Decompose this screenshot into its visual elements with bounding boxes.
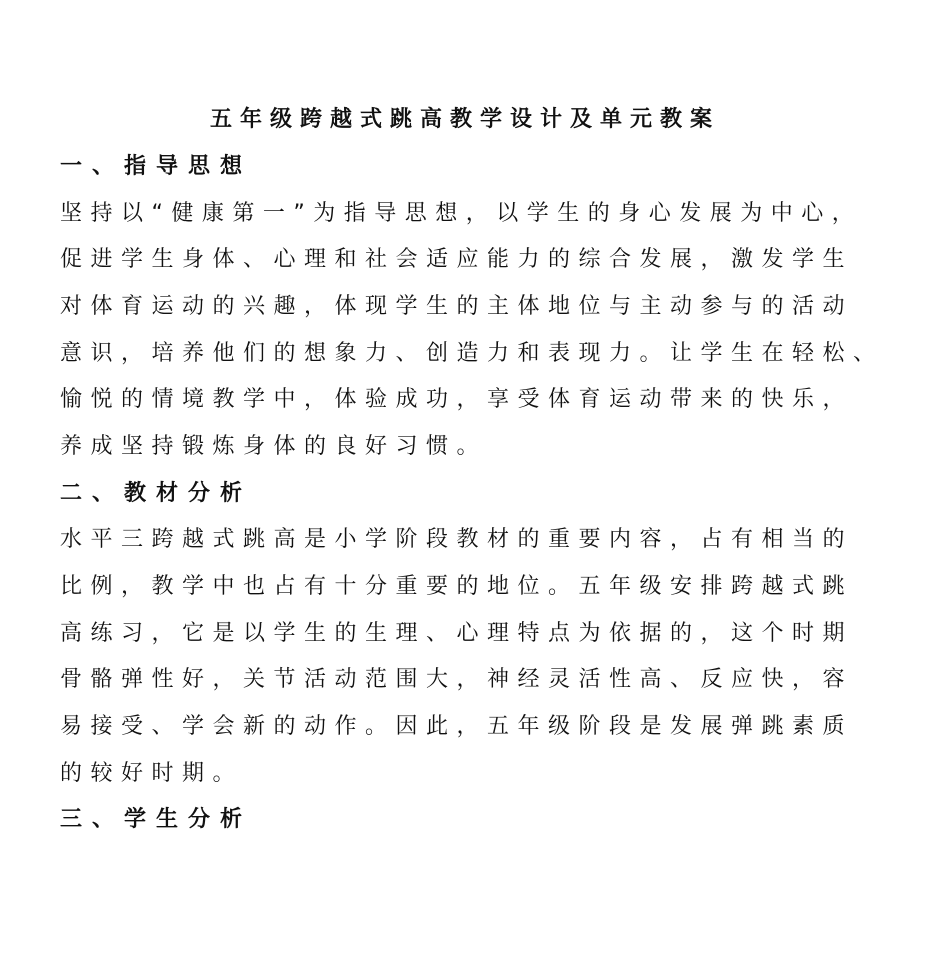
paragraph-line: 愉悦的情境教学中，体验成功，享受体育运动带来的快乐，	[60, 387, 854, 412]
section-heading-student-analysis: 三、学生分析	[60, 807, 253, 832]
paragraph-line: 对体育运动的兴趣，体现学生的主体地位与主动参与的活动	[60, 294, 854, 319]
section-heading-guiding-ideology: 一、指导思想	[60, 154, 253, 179]
paragraph-line: 的较好时期。	[60, 761, 244, 786]
paragraph-line: 坚持以“健康第一”为指导思想，以学生的身心发展为中心，	[60, 201, 863, 226]
paragraph-line: 意识，培养他们的想象力、创造力和表现力。让学生在轻松、	[60, 341, 884, 366]
paragraph-line: 养成坚持锻炼身体的良好习惯。	[60, 434, 488, 459]
paragraph-line: 促进学生身体、心理和社会适应能力的综合发展，激发学生	[60, 247, 854, 272]
document-title: 五年级跨越式跳高教学设计及单元教案	[209, 107, 720, 132]
paragraph-line: 易接受、学会新的动作。因此，五年级阶段是发展弹跳素质	[60, 714, 854, 739]
paragraph-line: 高练习，它是以学生的生理、心理特点为依据的，这个时期	[60, 621, 854, 646]
paragraph-line: 比例，教学中也占有十分重要的地位。五年级安排跨越式跳	[60, 574, 854, 599]
paragraph-line: 水平三跨越式跳高是小学阶段教材的重要内容，占有相当的	[60, 527, 854, 552]
section-heading-material-analysis: 二、教材分析	[60, 481, 253, 506]
paragraph-line: 骨骼弹性好，关节活动范围大，神经灵活性高、反应快，容	[60, 667, 854, 692]
